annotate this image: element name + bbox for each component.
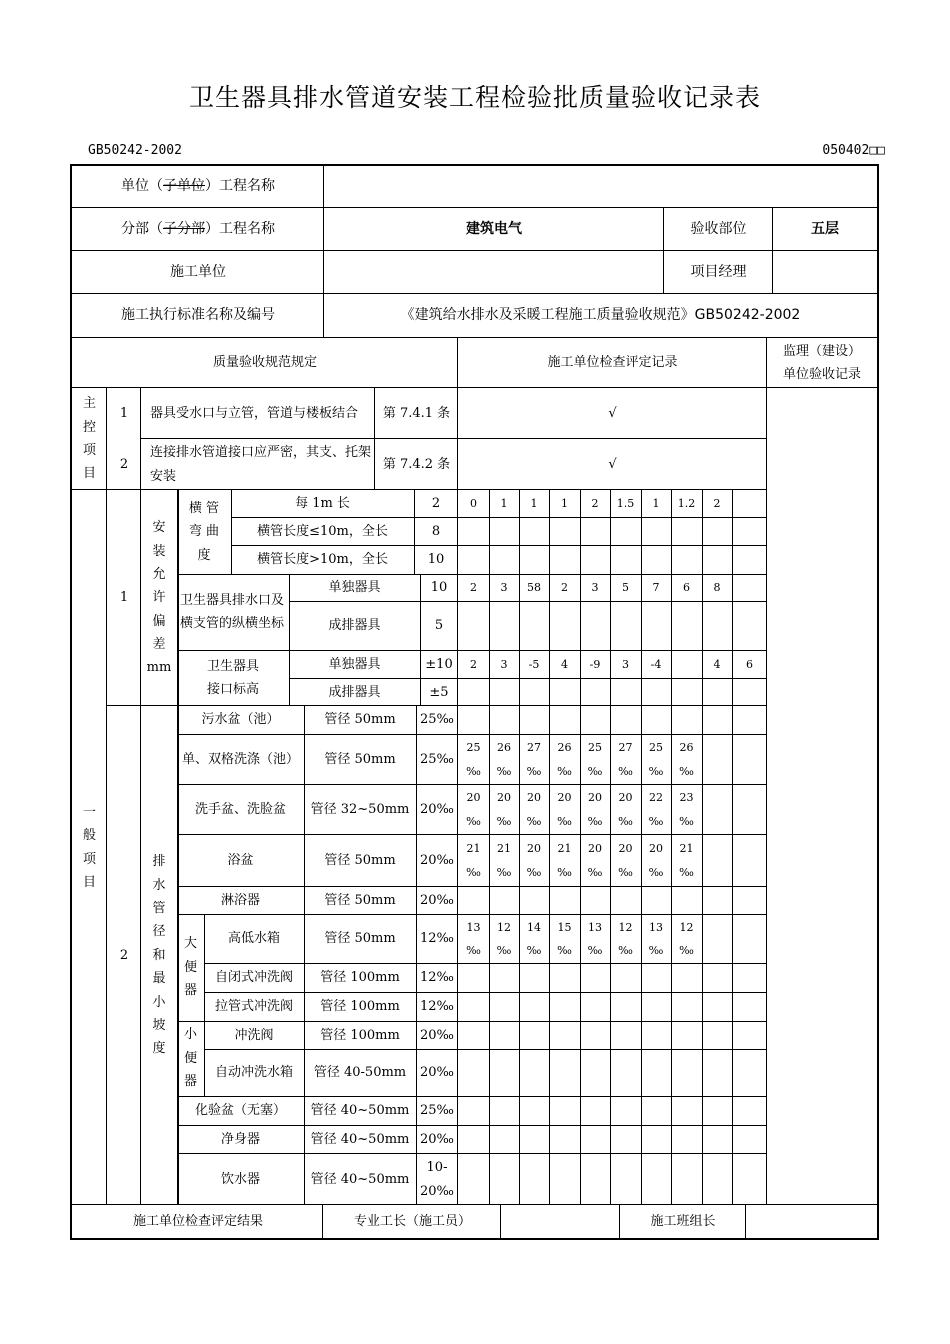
grid-line: [766, 337, 767, 1205]
measured-value: 20 ‰: [648, 842, 664, 879]
measured-value: 20 ‰: [526, 791, 542, 828]
measured-value: 1: [530, 496, 538, 510]
deviation-row-limit: 5: [434, 618, 444, 634]
slope-row-limit: 20‰: [420, 1065, 454, 1081]
slope-row-pipe: 管径 40~50mm: [310, 1103, 410, 1119]
urinal-group-label: 小 便 器: [183, 1027, 197, 1090]
slope-row-pipe: 管径 50mm: [324, 931, 396, 947]
slope-row-name: 净身器: [220, 1131, 260, 1147]
manager-label: 项目经理: [690, 263, 747, 280]
toilet-group-label: 大 便 器: [183, 936, 197, 999]
measured-value: 25 ‰: [466, 741, 481, 778]
slope-row-pipe: 管径 100mm: [320, 1027, 400, 1043]
measured-value: 25 ‰: [648, 741, 664, 778]
measured-value: 3: [622, 657, 629, 671]
measured-value: 20 ‰: [496, 791, 512, 828]
form-code: 050402□□: [822, 143, 885, 158]
grid-line: [106, 387, 107, 1205]
sub-name-value: 建筑电气: [466, 220, 522, 237]
grid-line: [772, 207, 773, 293]
deviation-row-limit: 10: [430, 580, 448, 596]
sub-name-label: 分部（ 子分部 ）工程名称: [121, 220, 275, 237]
measured-value: 23 ‰: [679, 791, 694, 828]
measured-value: 20 ‰: [466, 791, 481, 828]
measured-value: 26 ‰: [557, 741, 572, 778]
measured-value: 1.5: [616, 496, 635, 510]
measured-value: 21 ‰: [679, 842, 694, 879]
grid-line: [322, 1204, 323, 1240]
unit-name-label: 单位（ 子单位 ）工程名称: [121, 177, 275, 194]
slope-row-pipe: 管径 40~50mm: [310, 1171, 410, 1187]
measured-value: 12 ‰: [618, 920, 633, 957]
result-label: 施工单位检查评定结果: [132, 1214, 263, 1230]
main-item-desc: 连接排水管道接口应严密，其支、托架安装: [150, 445, 372, 484]
deviation-row-name: 成排器具: [328, 684, 381, 700]
grid-line: [619, 1204, 620, 1240]
slope-row-name: 高低水箱: [227, 931, 280, 947]
main-item-result: √: [608, 405, 617, 421]
grid-line: [140, 489, 141, 1205]
standard-code: GB50242-2002: [88, 143, 182, 158]
measured-value: 15 ‰: [557, 920, 572, 957]
grid-line: [141, 438, 767, 439]
slope-row-name: 拉管式冲洗阀: [214, 999, 293, 1015]
slope-row-limit: 20‰: [420, 801, 454, 817]
grid-line: [745, 1204, 746, 1240]
measured-value: 13 ‰: [587, 920, 603, 957]
slope-row-name: 饮水器: [220, 1171, 260, 1187]
measured-value: -4: [650, 657, 662, 671]
slope-row-name: 化验盆（无塞）: [194, 1103, 286, 1119]
builder-label: 施工单位: [170, 263, 226, 280]
slope-row-pipe: 管径 100mm: [320, 999, 400, 1015]
measured-value: 2: [470, 581, 477, 595]
measured-value: 12 ‰: [679, 920, 694, 957]
grid-line: [374, 387, 375, 489]
standard-value: 《建筑给水排水及采暖工程施工质量验收规范》GB50242-2002: [400, 307, 801, 324]
measured-value: 20 ‰: [618, 791, 633, 828]
grid-line: [500, 1204, 501, 1240]
measured-value: 2: [713, 496, 721, 510]
deviation-row-name: 每 1m 长: [295, 495, 350, 511]
slope-row-limit: 25‰: [420, 712, 454, 728]
deviation-group-label: 安 装 允 许 偏 差 mm: [146, 520, 172, 676]
main-item-desc: 器具受水口与立管，管道与楼板结合: [150, 405, 359, 421]
slope-group-label: 排 水 管 径 和 最 小 坡 度: [152, 854, 166, 1057]
general-item-no: 1: [119, 590, 129, 606]
measured-value: 25 ‰: [587, 741, 603, 778]
measured-value: 4: [713, 657, 721, 671]
slope-row-limit: 12‰: [420, 931, 454, 947]
measured-value: 7: [652, 581, 660, 595]
measured-value: 1: [652, 496, 660, 510]
measured-value: 20 ‰: [587, 791, 603, 828]
slope-row-name: 冲洗阀: [234, 1027, 274, 1043]
slope-row-pipe: 管径 100mm: [320, 970, 400, 986]
measured-value: 1.2: [677, 496, 696, 510]
slope-row-pipe: 管径 40-50mm: [313, 1065, 407, 1081]
measured-value: 4: [561, 657, 568, 671]
grid-line: [72, 207, 877, 208]
deviation-row-name: 横管长度≤10m，全长: [257, 523, 388, 539]
measured-value: 2: [561, 581, 568, 595]
main-item-no: 1: [119, 405, 129, 421]
grid-line: [70, 1238, 879, 1240]
record-column-header: 施工单位检查评定记录: [547, 355, 678, 371]
deviation-row-name: 横管长度>10m，全长: [257, 552, 388, 568]
grid-line: [663, 207, 664, 293]
measured-value: 21 ‰: [557, 842, 572, 879]
measured-value: 13 ‰: [648, 920, 664, 957]
deviation-row-limit: 10: [427, 552, 445, 568]
measured-value: 2: [591, 496, 599, 510]
slope-row-limit: 25‰: [420, 1103, 454, 1119]
slope-row-name: 自动冲洗水箱: [214, 1065, 293, 1081]
deviation-row-limit: ±5: [429, 684, 449, 700]
slope-row-limit: 20‰: [420, 1027, 454, 1043]
measured-value: 8: [713, 581, 721, 595]
deviation-row-name: 成排器具: [328, 618, 381, 634]
grid-line: [877, 164, 879, 1240]
grid-line: [323, 165, 324, 337]
general-item-no: 2: [119, 947, 129, 963]
slope-row-name: 淋浴器: [220, 892, 260, 908]
general-label: 一 般 项 目: [82, 804, 96, 890]
measured-value: 27 ‰: [526, 741, 542, 778]
measured-value: 58: [527, 581, 541, 595]
measured-value: 6: [746, 657, 753, 671]
part-value: 五层: [811, 220, 839, 237]
deviation-row-name: 单独器具: [328, 656, 381, 672]
measured-value: -9: [589, 657, 601, 671]
grid-line: [72, 293, 877, 294]
measured-value: 27 ‰: [618, 741, 633, 778]
slope-row-limit: 25‰: [420, 751, 454, 767]
measured-value: 21 ‰: [466, 842, 481, 879]
supervisor-column-header: 监理（建设） 单位验收记录: [782, 343, 861, 382]
measured-value: 3: [500, 657, 508, 671]
page-title: 卫生器具排水管道安装工程检验批质量验收记录表: [188, 83, 761, 112]
grid-line: [72, 337, 877, 338]
measured-value: -5: [528, 657, 540, 671]
measured-value: 22 ‰: [648, 791, 664, 828]
grid-line: [70, 164, 72, 1240]
grid-line: [140, 387, 141, 489]
spec-column-header: 质量验收规范规定: [212, 355, 317, 371]
slope-row-name: 自闭式冲洗阀: [214, 970, 293, 986]
deviation-row-limit: 2: [431, 495, 441, 511]
measured-value: 20 ‰: [526, 842, 542, 879]
deviation-row-limit: ±10: [425, 656, 453, 672]
team-leader-label: 施工班组长: [650, 1214, 716, 1230]
measured-value: 26 ‰: [496, 741, 512, 778]
slope-row-limit: 12‰: [420, 999, 454, 1015]
measured-value: 2: [470, 657, 477, 671]
slope-row-pipe: 管径 50mm: [324, 751, 396, 767]
slope-row-pipe: 管径 50mm: [324, 852, 396, 868]
measured-value: 1: [500, 496, 508, 510]
slope-row-name: 污水盆（池）: [201, 712, 280, 728]
measured-value: 21 ‰: [496, 842, 512, 879]
main-item-no: 2: [119, 456, 129, 472]
grid-line: [72, 250, 877, 251]
measured-value: 20 ‰: [557, 791, 572, 828]
measured-value: 0: [470, 496, 477, 510]
slope-row-pipe: 管径 32~50mm: [310, 801, 410, 817]
main-control-label: 主 控 项 目: [82, 396, 96, 482]
slope-row-name: 洗手盆、洗脸盆: [194, 801, 286, 817]
measured-value: 6: [683, 581, 690, 595]
measured-value: 1: [561, 496, 568, 510]
measured-value: 20 ‰: [618, 842, 633, 879]
measured-value: 13 ‰: [466, 920, 481, 957]
slope-row-limit: 12‰: [420, 970, 454, 986]
standard-label: 施工执行标准名称及编号: [121, 307, 275, 324]
main-item-clause: 第 7.4.2 条: [382, 456, 451, 472]
slope-row-limit: 20‰: [420, 892, 454, 908]
measured-value: 12 ‰: [496, 920, 512, 957]
slope-row-pipe: 管径 50mm: [324, 892, 396, 908]
slope-row-limit: 20‰: [420, 1131, 454, 1147]
grid-line: [732, 489, 733, 1205]
measured-value: 14 ‰: [526, 920, 542, 957]
measured-value: 26 ‰: [679, 741, 694, 778]
grid-line: [70, 164, 879, 166]
slope-row-name: 单、双格洗涤（池）: [181, 751, 299, 767]
slope-row-name: 浴盆: [227, 852, 254, 868]
part-label: 验收部位: [690, 220, 747, 237]
measured-value: 5: [622, 581, 629, 595]
slope-row-limit: 20‰: [420, 852, 454, 868]
slope-row-pipe: 管径 50mm: [324, 712, 396, 728]
measured-value: 3: [591, 581, 599, 595]
slope-row-pipe: 管径 40~50mm: [310, 1131, 410, 1147]
measured-value: 20 ‰: [587, 842, 603, 879]
deviation-row-limit: 8: [431, 523, 441, 539]
foreman-label: 专业工长（施工员）: [353, 1214, 471, 1230]
main-item-result: √: [608, 456, 617, 472]
slope-row-limit: 10- 20‰: [420, 1160, 454, 1199]
bend-group-label: 横 管 弯 曲 度: [188, 500, 220, 563]
deviation-row-name: 单独器具: [328, 580, 381, 596]
grid-line: [72, 387, 877, 388]
main-item-clause: 第 7.4.1 条: [382, 405, 451, 421]
joint-group-label: 卫生器具 接口标高: [206, 658, 259, 697]
drain-group-label: 卫生器具排水口及横支管的纵横坐标: [180, 592, 285, 631]
measured-value: 3: [500, 581, 508, 595]
